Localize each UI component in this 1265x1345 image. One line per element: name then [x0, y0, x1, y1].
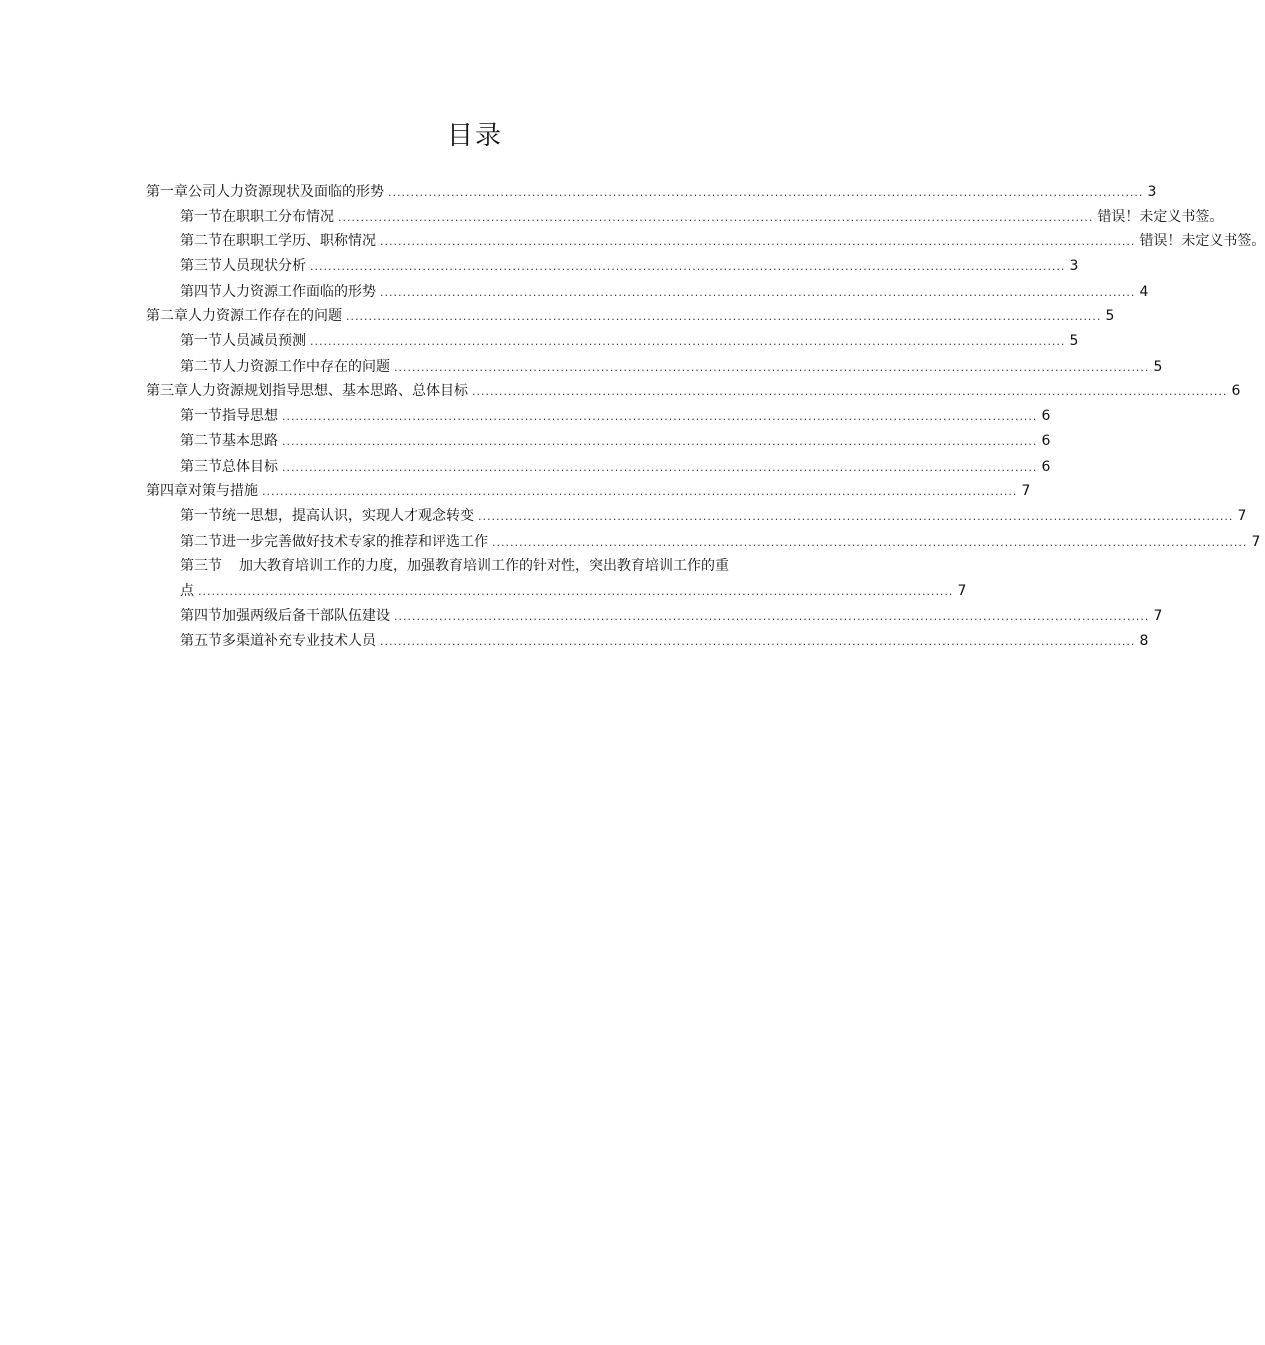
page-number: 5	[1153, 359, 1163, 375]
toc-section-entry[interactable]	[180, 231, 1265, 252]
chapter-number: 第二章	[146, 308, 188, 324]
page-number: 7	[1237, 508, 1247, 524]
chapter-title: 公司人力资源现状及面临的形势	[188, 184, 384, 200]
section-number: 第三节	[180, 558, 222, 574]
chapter-title: 人力资源工作存在的问题	[188, 308, 342, 324]
dot-leader: ........................................................................................................................................................................	[380, 235, 1136, 248]
dot-leader: ........................................................................................................................................................................	[478, 510, 1234, 523]
section-number: 第二节	[180, 534, 222, 550]
toc-section-entry[interactable]	[180, 331, 1079, 352]
toc-section-entry[interactable]	[180, 406, 1051, 427]
section-title: 在职职工学历、职称情况	[222, 233, 376, 249]
chapter-title: 对策与措施	[188, 483, 258, 499]
section-title-continued: 点	[180, 583, 194, 599]
toc-chapter-entry[interactable]	[146, 182, 1157, 203]
dot-leader: ........................................................................................................................................................................	[282, 435, 1038, 448]
section-number: 第一节	[180, 408, 222, 424]
dot-leader: ........................................................................................................................................................................	[394, 361, 1150, 374]
section-number: 第四节	[180, 608, 222, 624]
section-number: 第一节	[180, 209, 222, 225]
section-title: 统一思想，提高认识，实现人才观念转变	[222, 508, 474, 524]
bookmark-error: 错误！未定义书签。	[1139, 233, 1265, 249]
section-title: 基本思路	[222, 433, 278, 449]
chapter-number: 第一章	[146, 184, 188, 200]
page-number: 7	[1251, 534, 1261, 550]
section-title: 总体目标	[222, 459, 278, 475]
page-number: 3	[1147, 184, 1157, 200]
dot-leader: ........................................................................................................................................................................	[346, 310, 1102, 323]
section-title: 人员现状分析	[222, 258, 306, 274]
page-number: 6	[1041, 433, 1051, 449]
page-number: 7	[1021, 483, 1031, 499]
dot-leader: ........................................................................................................................................................................	[338, 211, 1094, 224]
toc-chapter-entry[interactable]	[146, 481, 1031, 502]
section-number: 第五节	[180, 633, 222, 649]
section-title: 加大教育培训工作的力度，加强教育培训工作的针对性，突出教育培训工作的重	[239, 558, 729, 574]
section-number: 第二节	[180, 233, 222, 249]
section-title: 进一步完善做好技术专家的推荐和评选工作	[222, 534, 488, 550]
page-number: 3	[1069, 258, 1079, 274]
page-number: 7	[957, 583, 967, 599]
section-number: 第一节	[180, 333, 222, 349]
dot-leader: ........................................................................................................................................................................	[388, 186, 1144, 199]
section-number: 第二节	[180, 359, 222, 375]
toc-section-entry[interactable]	[180, 431, 1051, 452]
toc-chapter-entry[interactable]	[146, 381, 1241, 402]
section-title: 加强两级后备干部队伍建设	[222, 608, 390, 624]
toc-section-entry[interactable]	[180, 631, 1149, 652]
dot-leader: ........................................................................................................................................................................	[262, 485, 1018, 498]
dot-leader: ........................................................................................................................................................................	[310, 260, 1066, 273]
section-number: 第四节	[180, 284, 222, 300]
page-number: 6	[1041, 408, 1051, 424]
section-title: 多渠道补充专业技术人员	[222, 633, 376, 649]
dot-leader: ........................................................................................................................................................................	[198, 585, 954, 598]
section-title: 指导思想	[222, 408, 278, 424]
page-number: 6	[1041, 459, 1051, 475]
toc-section-entry[interactable]	[180, 457, 1051, 478]
page-number: 5	[1105, 308, 1115, 324]
dot-leader: ........................................................................................................................................................................	[472, 385, 1228, 398]
section-title: 人力资源工作面临的形势	[222, 284, 376, 300]
toc-section-entry-line1[interactable]	[180, 556, 729, 576]
toc-title: 目录	[446, 121, 503, 151]
bookmark-error: 错误！未定义书签。	[1097, 209, 1224, 225]
toc-section-entry-line2[interactable]	[180, 581, 967, 602]
dot-leader: ........................................................................................................................................................................	[380, 635, 1136, 648]
page-number: 8	[1139, 633, 1149, 649]
section-number: 第二节	[180, 433, 222, 449]
page-number: 5	[1069, 333, 1079, 349]
toc-section-entry[interactable]	[180, 357, 1163, 378]
toc-section-entry[interactable]	[180, 282, 1149, 303]
toc-section-entry[interactable]	[180, 506, 1247, 527]
toc-section-entry[interactable]	[180, 207, 1224, 228]
dot-leader: ........................................................................................................................................................................	[282, 410, 1038, 423]
page-number: 7	[1153, 608, 1163, 624]
dot-leader: ........................................................................................................................................................................	[394, 610, 1150, 623]
section-number: 第三节	[180, 459, 222, 475]
dot-leader: ........................................................................................................................................................................	[282, 461, 1038, 474]
section-title: 在职职工分布情况	[222, 209, 334, 225]
toc-chapter-entry[interactable]	[146, 306, 1115, 327]
section-title: 人员减员预测	[222, 333, 306, 349]
toc-section-entry[interactable]	[180, 256, 1079, 277]
section-title: 人力资源工作中存在的问题	[222, 359, 390, 375]
page-number: 6	[1231, 383, 1241, 399]
section-number: 第一节	[180, 508, 222, 524]
dot-leader: ........................................................................................................................................................................	[310, 335, 1066, 348]
chapter-title: 人力资源规划指导思想、基本思路、总体目标	[188, 383, 468, 399]
chapter-number: 第三章	[146, 383, 188, 399]
toc-section-entry[interactable]	[180, 532, 1261, 553]
section-number: 第三节	[180, 258, 222, 274]
dot-leader: ........................................................................................................................................................................	[492, 536, 1248, 549]
toc-section-entry[interactable]	[180, 606, 1163, 627]
chapter-number: 第四章	[146, 483, 188, 499]
page-number: 4	[1139, 284, 1149, 300]
dot-leader: ........................................................................................................................................................................	[380, 286, 1136, 299]
